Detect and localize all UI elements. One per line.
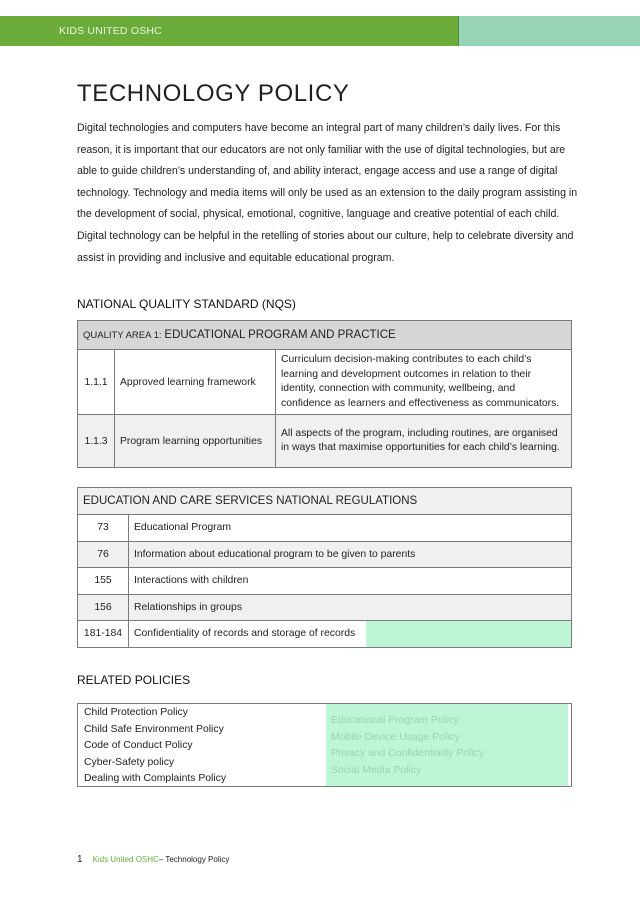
- standard-code: 1.1.1: [78, 350, 115, 415]
- regulation-number: 76: [78, 541, 129, 568]
- standard-code: 1.1.3: [78, 415, 115, 468]
- standard-description: All aspects of the program, including routines, are organised in ways that maximise opportunities for each child’s learning.: [276, 415, 572, 468]
- standard-name: Program learning opportunities: [115, 415, 276, 468]
- regulation-number: 73: [78, 515, 129, 542]
- policy-link[interactable]: Child Safe Environment Policy: [84, 723, 224, 735]
- regulation-text: Confidentiality of records and storage of records: [134, 628, 356, 640]
- regulation-number: 181-184: [78, 621, 129, 648]
- policy-link[interactable]: Code of Conduct Policy: [84, 740, 193, 752]
- policy-link[interactable]: Privacy and Confidentiality Policy: [331, 748, 485, 760]
- policy-link[interactable]: Child Protection Policy: [84, 707, 188, 718]
- related-policies-left: [78, 704, 338, 786]
- related-policies-box: [77, 703, 572, 787]
- regulation-text: Interactions with children: [129, 568, 572, 595]
- header-bar: [0, 16, 640, 46]
- highlight-block: [366, 621, 571, 647]
- standard-name: Approved learning framework: [115, 350, 276, 415]
- page-title: TECHNOLOGY POLICY: [77, 80, 350, 107]
- footer-brand: Kids United OSHC: [92, 855, 159, 864]
- table-row: [78, 415, 572, 468]
- header-org-name: KIDS UNITED OSHC: [59, 25, 162, 37]
- intro-paragraph: Digital technologies and computers have become an integral part of many children’s daily lives. For this reason, it is important that our educators are not only familiar with the use of digital technologies, but are able to guide children’s understanding of, and ability interact, engage access and use a range of digital technology. Technology and media items will only be used as an extension to the daily program assisting in the development of social, physical, emotional, cognitive, language and creative potential of each child. Digital technology can be helpful in the retelling of stories about our culture, help to celebrate diversity and assist in providing and inclusive and equitable educational program.: [77, 122, 578, 264]
- policy-link[interactable]: Educational Program Policy: [331, 715, 459, 726]
- regulation-number: 155: [78, 568, 129, 595]
- regulations-header: EDUCATION AND CARE SERVICES NATIONAL REGULATIONS: [78, 488, 572, 515]
- page-footer: [77, 854, 229, 865]
- related-policies-right: [326, 704, 568, 786]
- quality-area-label: QUALITY AREA 1:: [83, 330, 162, 341]
- table-row: [78, 541, 572, 568]
- policy-link[interactable]: Dealing with Complaints Policy: [84, 773, 227, 785]
- table-row: [78, 594, 572, 621]
- regulations-table: [77, 487, 572, 648]
- policy-link[interactable]: Cyber-Safety policy: [84, 756, 175, 768]
- regulation-text: Information about educational program to be given to parents: [129, 541, 572, 568]
- standard-description: Curriculum decision-making contributes to each child’s learning and development outcomes in relation to their identity, connection with community, wellbeing, and confidence as learners and effectiveness as communicators.: [276, 350, 572, 415]
- policy-link[interactable]: Mobile Device Usage Policy: [331, 731, 460, 743]
- regulation-text: Relationships in groups: [129, 594, 572, 621]
- table-row: [78, 568, 572, 595]
- header-accent-block: [458, 16, 640, 46]
- footer-doc-title: – Technology Policy: [158, 855, 230, 864]
- related-policies-heading: RELATED POLICIES: [77, 673, 191, 687]
- quality-area-header: [78, 321, 572, 350]
- nqs-table: [77, 320, 572, 468]
- regulation-cell: [129, 621, 572, 648]
- table-row: [78, 350, 572, 415]
- regulation-text: Educational Program: [129, 515, 572, 542]
- quality-area-value: EDUCATIONAL PROGRAM AND PRACTICE: [164, 329, 396, 341]
- page-number: 1: [77, 854, 83, 865]
- policy-link[interactable]: Social Media Policy: [331, 764, 422, 776]
- regulation-number: 156: [78, 594, 129, 621]
- table-row: [78, 515, 572, 542]
- nqs-heading: NATIONAL QUALITY STANDARD (NQS): [77, 297, 296, 311]
- table-row: [78, 621, 572, 648]
